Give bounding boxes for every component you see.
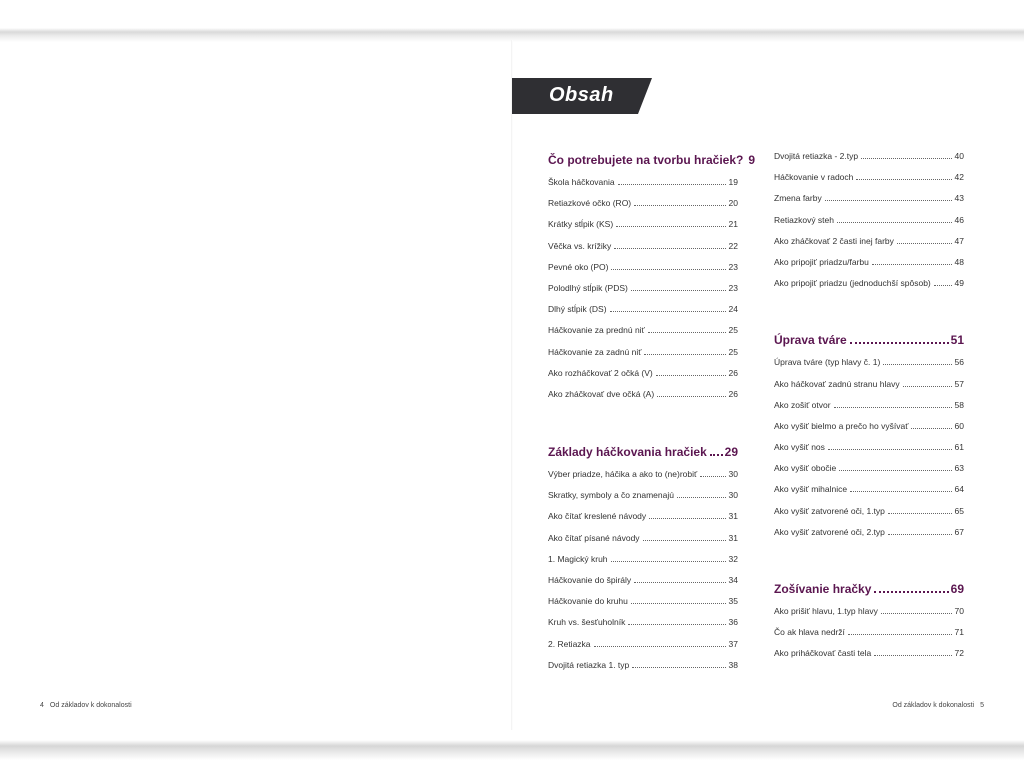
- footer-left: [34, 702, 132, 709]
- toc-entry[interactable]: [774, 527, 964, 548]
- toc-entry[interactable]: [548, 198, 738, 219]
- entry-title: Dvojitá retiazka 1. typ: [548, 659, 630, 670]
- dot-leader: [850, 342, 949, 344]
- toc-entry[interactable]: [774, 379, 964, 400]
- entry-title: Ako háčkovať zadnú stranu hlavy: [774, 378, 900, 389]
- entry-page-number: 23: [728, 282, 738, 293]
- right-footer-book-title: Od základov k dokonalosti: [892, 702, 975, 709]
- toc-entry[interactable]: [774, 463, 964, 484]
- dot-leader: [618, 184, 726, 185]
- entry-page-number: 56: [954, 357, 964, 368]
- dot-leader: [897, 243, 952, 244]
- entry-page-number: 40: [954, 151, 964, 161]
- toc-section: [774, 151, 964, 299]
- dot-leader: [850, 491, 951, 492]
- entry-page-number: 57: [954, 378, 964, 389]
- dot-leader: [888, 513, 952, 514]
- toc-entry[interactable]: [548, 639, 738, 660]
- entry-title: Skratky, symboly a čo znamenajú: [548, 490, 674, 501]
- entry-title: Pevné oko (PO): [548, 261, 609, 272]
- entry-title: Úprava tváre (typ hlavy č. 1): [774, 357, 881, 368]
- entry-page-number: 65: [954, 505, 964, 516]
- entry-title: Retiazkové očko (RO): [548, 198, 632, 209]
- entry-title: Ako rozháčkovať 2 očká (V): [548, 367, 653, 378]
- toc-entry[interactable]: [774, 215, 964, 236]
- entry-page-number: 60: [954, 420, 964, 431]
- entry-page-number: 22: [728, 240, 738, 251]
- toc-left-column: [548, 153, 756, 681]
- entry-title: 2. Retiazka: [548, 638, 591, 649]
- entry-title: Ako pripojiť priadzu/farbu: [774, 256, 869, 267]
- toc-section: [774, 582, 964, 670]
- dot-leader: [628, 624, 725, 625]
- dot-leader: [610, 311, 726, 312]
- toc-entry[interactable]: [774, 357, 964, 378]
- section-gap: [548, 410, 738, 445]
- toc-entry[interactable]: [774, 506, 964, 527]
- toc-entry[interactable]: [774, 278, 964, 299]
- entry-page-number: 64: [954, 484, 964, 495]
- dot-leader: [874, 655, 951, 656]
- book-spine: [511, 40, 513, 730]
- toc-entry[interactable]: [548, 347, 738, 368]
- left-footer-book-title: Od základov k dokonalosti: [49, 702, 132, 709]
- dot-leader: [828, 449, 952, 450]
- dot-leader: [874, 591, 948, 593]
- entry-title: Krátky stĺpik (KS): [548, 219, 614, 230]
- entry-page-number: 63: [954, 463, 964, 474]
- toc-entry[interactable]: [548, 617, 738, 638]
- toc-section-heading[interactable]: [548, 445, 738, 469]
- toc-section: [774, 333, 964, 548]
- toc-entry[interactable]: [774, 400, 964, 421]
- entry-page-number: 71: [954, 627, 964, 638]
- entry-title: Škola háčkovania: [548, 177, 615, 187]
- dot-leader: [611, 269, 725, 270]
- entry-page-number: 36: [728, 617, 738, 628]
- entry-page-number: 38: [728, 659, 738, 670]
- entry-title: Ako vyšiť obočie: [774, 463, 837, 474]
- entry-page-number: 31: [728, 511, 738, 522]
- entry-title: Ako vyšiť bielmo a prečo ho vyšívať: [774, 420, 909, 431]
- dot-leader: [648, 332, 726, 333]
- toc-entry[interactable]: [774, 442, 964, 463]
- section-page-number: 9: [748, 153, 756, 167]
- entry-page-number: 32: [728, 553, 738, 564]
- dot-leader: [649, 518, 725, 519]
- footer-right: [892, 702, 990, 709]
- toc-section-heading[interactable]: [548, 153, 756, 177]
- dot-leader: [710, 454, 723, 456]
- entry-title: Ako čítať písané návody: [548, 532, 640, 543]
- section-gap: [774, 548, 964, 582]
- entry-page-number: 70: [954, 606, 964, 616]
- dot-leader: [700, 476, 725, 477]
- page-title: Obsah: [549, 84, 614, 106]
- entry-page-number: 19: [728, 177, 738, 187]
- entry-title: Ako vyšiť zatvorené oči, 2.typ: [774, 526, 885, 537]
- dot-leader: [631, 603, 726, 604]
- section-title: Čo potrebujete na tvorbu hračiek?: [548, 153, 744, 167]
- toc-section: [548, 445, 738, 681]
- dot-leader: [611, 561, 726, 562]
- toc-entry[interactable]: [548, 533, 738, 554]
- entry-page-number: 37: [728, 638, 738, 649]
- dot-leader: [834, 407, 952, 408]
- entry-title: Háčkovanie za zadnú niť: [548, 346, 642, 357]
- section-page-number: 69: [950, 582, 964, 596]
- entry-page-number: 23: [728, 261, 738, 272]
- dot-leader: [856, 179, 951, 180]
- dot-leader: [616, 226, 725, 227]
- toc-section-heading[interactable]: [774, 333, 964, 357]
- entry-title: 1. Magický kruh: [548, 553, 608, 564]
- entry-page-number: 48: [954, 256, 964, 267]
- dot-leader: [825, 200, 952, 201]
- right-page-number: 5: [980, 702, 984, 709]
- toc-entry[interactable]: [774, 193, 964, 214]
- toc-entry[interactable]: [548, 325, 738, 346]
- entry-title: Zmena farby: [774, 193, 822, 204]
- dot-leader: [903, 386, 952, 387]
- toc-entry[interactable]: [774, 484, 964, 505]
- dot-leader: [657, 396, 725, 397]
- entry-title: Ako prišiť hlavu, 1.typ hlavy: [774, 606, 878, 616]
- toc-section-heading[interactable]: [774, 582, 964, 606]
- toc-right-column: [774, 151, 964, 670]
- entry-title: Háčkovanie za prednú niť: [548, 325, 645, 336]
- toc-entry[interactable]: [548, 368, 738, 389]
- entry-title: Ako vyšiť nos: [774, 442, 825, 453]
- entry-page-number: 61: [954, 442, 964, 453]
- toc-entry[interactable]: [774, 151, 964, 172]
- entry-title: Ako zháčkovať dve očká (A): [548, 388, 655, 399]
- section-title: Zošívanie hračky: [774, 582, 872, 596]
- entry-title: Polodlhý stĺpik (PDS): [548, 282, 628, 293]
- section-page-number: 51: [950, 333, 964, 348]
- toc-entry[interactable]: [774, 257, 964, 278]
- entry-page-number: 49: [954, 278, 964, 289]
- dot-leader: [644, 354, 725, 355]
- dot-leader: [881, 613, 952, 614]
- entry-page-number: 30: [728, 490, 738, 501]
- dot-leader: [594, 646, 726, 647]
- dot-leader: [614, 248, 725, 249]
- entry-page-number: 30: [728, 469, 738, 480]
- dot-leader: [861, 158, 951, 159]
- entry-page-number: 21: [728, 219, 738, 230]
- dot-leader: [883, 364, 951, 365]
- dot-leader: [848, 634, 952, 635]
- entry-title: Ako priháčkovať časti tela: [774, 648, 872, 659]
- dot-leader: [839, 470, 951, 471]
- toc-entry[interactable]: [774, 421, 964, 442]
- dot-leader: [656, 375, 726, 376]
- entry-title: Dvojitá retiazka - 2.typ: [774, 151, 859, 161]
- entry-title: Dlhý stĺpik (DS): [548, 304, 607, 315]
- toc-entry[interactable]: [548, 283, 738, 304]
- toc-entry[interactable]: [774, 172, 964, 193]
- dot-leader: [634, 582, 725, 583]
- toc-entry[interactable]: [774, 627, 964, 648]
- dot-leader: [631, 290, 726, 291]
- dot-leader: [888, 534, 952, 535]
- toc-section: [548, 153, 756, 410]
- entry-title: Ako vyšiť zatvorené oči, 1.typ: [774, 505, 885, 516]
- dot-leader: [934, 285, 952, 286]
- dot-leader: [643, 540, 726, 541]
- toc-entry[interactable]: [774, 648, 964, 669]
- toc-entry[interactable]: [548, 490, 738, 511]
- entry-title: Výber priadze, háčika a ako to (ne)robiť: [548, 469, 698, 480]
- entry-page-number: 25: [728, 325, 738, 336]
- toc-entry[interactable]: [548, 219, 738, 240]
- entry-page-number: 43: [954, 193, 964, 204]
- entry-page-number: 58: [954, 399, 964, 410]
- dot-leader: [632, 667, 725, 668]
- entry-page-number: 42: [954, 172, 964, 183]
- entry-page-number: 26: [728, 367, 738, 378]
- entry-title: Kruh vs. šesťuholník: [548, 617, 626, 628]
- section-page-number: 29: [724, 445, 738, 460]
- entry-title: Čo ak hlava nedrží: [774, 627, 845, 638]
- left-page-number: 4: [40, 702, 44, 709]
- entry-page-number: 34: [728, 575, 738, 585]
- section-gap: [774, 299, 964, 333]
- toc-entry[interactable]: [548, 389, 738, 410]
- contents-heading-tab: [512, 78, 652, 114]
- toc-entry[interactable]: [548, 304, 738, 325]
- entry-title: Ako vyšiť mihalnice: [774, 484, 848, 495]
- entry-title: Háčkovanie v radoch: [774, 172, 854, 183]
- toc-entry[interactable]: [774, 606, 964, 627]
- entry-page-number: 47: [954, 235, 964, 246]
- entry-page-number: 31: [728, 532, 738, 543]
- entry-title: Háčkovanie do špirály: [548, 575, 632, 585]
- entry-title: Ako zháčkovať 2 časti inej farby: [774, 235, 894, 246]
- entry-page-number: 35: [728, 596, 738, 607]
- toc-entry[interactable]: [548, 511, 738, 532]
- entry-title: Ako zošiť otvor: [774, 399, 831, 410]
- toc-entry[interactable]: [548, 554, 738, 575]
- toc-entry[interactable]: [548, 469, 738, 490]
- entry-page-number: 26: [728, 388, 738, 399]
- toc-entry[interactable]: [548, 177, 738, 198]
- toc-entry[interactable]: [548, 241, 738, 262]
- dot-leader: [872, 264, 952, 265]
- toc-entry[interactable]: [548, 262, 738, 283]
- toc-entry[interactable]: [548, 660, 738, 681]
- entry-title: Věčka vs. krížiky: [548, 240, 612, 251]
- toc-entry[interactable]: [548, 596, 738, 617]
- dot-leader: [634, 205, 725, 206]
- entry-page-number: 24: [728, 304, 738, 315]
- entry-title: Retiazkový steh: [774, 214, 834, 225]
- entry-page-number: 25: [728, 346, 738, 357]
- page-top-edge: [0, 0, 1024, 42]
- entry-page-number: 46: [954, 214, 964, 225]
- entry-page-number: 67: [954, 526, 964, 537]
- toc-entry[interactable]: [774, 236, 964, 257]
- toc-entry[interactable]: [548, 575, 738, 596]
- entry-page-number: 72: [954, 648, 964, 659]
- dot-leader: [837, 222, 952, 223]
- entry-title: Háčkovanie do kruhu: [548, 596, 628, 607]
- entry-title: Ako čítať kreslené návody: [548, 511, 647, 522]
- dot-leader: [677, 497, 726, 498]
- entry-page-number: 20: [728, 198, 738, 209]
- dot-leader: [911, 428, 951, 429]
- entry-title: Ako pripojiť priadzu (jednoduchší spôsob): [774, 278, 931, 289]
- section-title: Základy háčkovania hračiek: [548, 445, 707, 460]
- section-title: Úprava tváre: [774, 333, 847, 348]
